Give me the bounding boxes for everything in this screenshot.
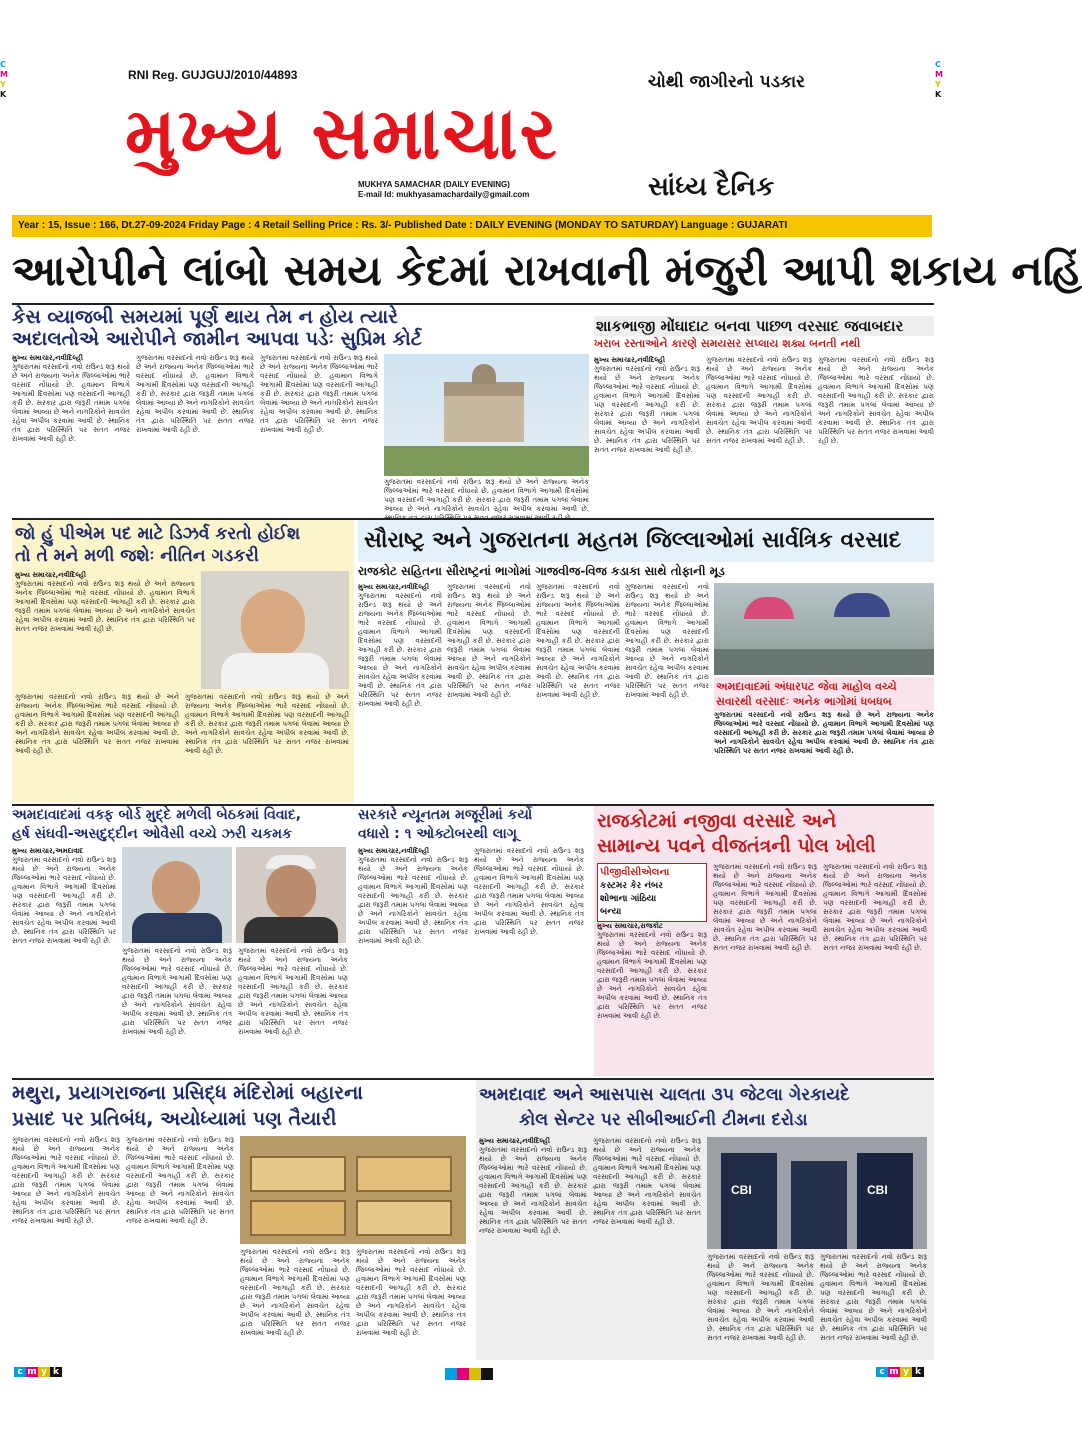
cmyk-bar-left bbox=[14, 1367, 62, 1377]
tray-shape bbox=[356, 1156, 452, 1192]
article-body: ગુજરાતમાં વરસાદનો નવો રાઉન્ડ શરૂ થયો છે અને રાજ્યના અનેક જિલ્લાઓમાં ભારે વરસાદ નોંધાયો છે. હવામાન વિભાગે આગામી દિવસોમાં પણ વરસાદની આગાહી કરી છે. સરકાર દ્વારા જરૂરી તમામ પગલાં લેવામાં આવ્યા છે અને નાગરિકોને સાવચેત રહેવા અપીલ કરવામાં આવી છે. સ્થાનિક તંત્ર દ્વારા પરિસ્થિતિ પર સતત નજર રાખવામાં આવી રહી છે. bbox=[597, 931, 707, 1020]
umbrella-shape bbox=[744, 597, 794, 619]
article-body: ગુજરાતમાં વરસાદનો નવો રાઉન્ડ શરૂ થયો છે અને રાજ્યના અનેક જિલ્લાઓમાં ભારે વરસાદ નોંધાયો છે. હવામાન વિભાગે આગામી દિવસોમાં પણ વરસાદની આગાહી કરી છે. સરકાર દ્વારા જરૂરી તમામ પગલાં લેવામાં આવ્યા છે અને નાગરિકોને સાવચેત રહેવા અપીલ કરવામાં આવી છે. સ્થાનિક તંત્ર દ્વારા પરિસ્થિતિ પર સતત નજર રાખવામાં આવી રહી છે. bbox=[820, 1253, 927, 1342]
color-calibration-bar bbox=[445, 1365, 493, 1384]
english-title: MUKHYA SAMACHAR (DAILY EVENING) bbox=[358, 180, 510, 189]
cmyk-k: k bbox=[912, 1367, 924, 1377]
article-body: ગુજરાતમાં વરસાદનો નવો રાઉન્ડ શરૂ થયો છે અને રાજ્યના અનેક જિલ્લાઓમાં ભારે વરસાદ નોંધાયો છે. હવામાન વિભાગે આગામી દિવસોમાં પણ વરસાદની આગાહી કરી છે. સરકાર દ્વારા જરૂરી તમામ પગલાં લેવામાં આવ્યા છે અને નાગરિકોને સાવચેત રહેવા અપીલ કરવામાં આવી છે. સ્થાનિક તંત્ર દ્વારા પરિસ્થિતિ પર સતત નજર રાખવામાં આવી રહી છે. bbox=[713, 863, 817, 952]
headline: પ્રસાદ પર પ્રતિબંધ, અયોધ્યામાં પણ તૈયારી bbox=[12, 1108, 337, 1130]
article-body: ગુજરાતમાં વરસાદનો નવો રાઉન્ડ શરૂ થયો છે અને રાજ્યના અનેક જિલ્લાઓમાં ભારે વરસાદ નોંધાયો છે. હવામાન વિભાગે આગામી દિવસોમાં પણ વરસાદની આગાહી કરી છે. સરકાર દ્વારા જરૂરી તમામ પગલાં લેવામાં આવ્યા છે અને નાગરિકોને સાવચેત રહેવા અપીલ કરવામાં આવી છે. સ્થાનિક તંત્ર દ્વારા પરિસ્થિતિ પર સતત નજર રાખવામાં આવી રહી છે. bbox=[15, 580, 195, 633]
supreme-court-photo bbox=[384, 354, 589, 476]
road-shape bbox=[714, 649, 934, 675]
issue-info-bar: Year : 15, Issue : 166, Dt.27-09-2024 Friday Page : 4 Retail Selling Price : Rs. 3/- Published Date : DAILY EVENING (MONDAY TO SATURDAY) Language : GUJARATI bbox=[12, 215, 932, 237]
cmyk-y: y bbox=[38, 1367, 50, 1377]
article-waqf[interactable] bbox=[12, 806, 354, 1076]
subheadline: રાજકોટ સહિતના સૌરાષ્ટ્રનાં ભાગોમાં ગાજવીજ-વિજ કડાકા સાથે તોફાની મૂડ bbox=[358, 564, 725, 578]
cbi-text: CBI bbox=[731, 1183, 752, 1197]
owaisi-photo bbox=[236, 847, 346, 943]
box-line: શોભાના ગાંઠિયા bbox=[600, 894, 657, 904]
gadkari-photo bbox=[201, 571, 349, 689]
article-supreme-court[interactable] bbox=[12, 306, 590, 516]
article-body: ગુજરાતમાં વરસાદનો નવો રાઉન્ડ શરૂ થયો છે અને રાજ્યના અનેક જિલ્લાઓમાં ભારે વરસાદ નોંધાયો છે. હવામાન વિભાગે આગામી દિવસોમાં પણ વરસાદની આગાહી કરી છે. સરકાર દ્વારા જરૂરી તમામ પગલાં લેવામાં આવ્યા છે અને નાગરિકોને સાવચેત રહેવા અપીલ કરવામાં આવી છે. સ્થાનિક તંત્ર દ્વારા પરિસ્થિતિ પર સતત નજર રાખવામાં આવી રહી છે. bbox=[185, 693, 349, 755]
tray-shape bbox=[250, 1156, 346, 1192]
umbrella-shape bbox=[834, 593, 890, 617]
cmyk-c: c bbox=[876, 1367, 888, 1377]
face-shape bbox=[241, 589, 305, 659]
face-shape bbox=[152, 861, 200, 915]
byline: મુખ્ય સમાચાર,નવીદિલ્હી bbox=[15, 571, 86, 579]
article-body: ગુજરાતમાં વરસાદનો નવો રાઉન્ડ શરૂ થયો છે અને રાજ્યના અનેક જિલ્લાઓમાં ભારે વરસાદ નોંધાયો છે. હવામાન વિભાગે આગામી દિવસોમાં પણ વરસાદની આગાહી કરી છે. સરકાર દ્વારા જરૂરી તમામ પગલાં લેવામાં આવ્યા છે અને નાગરિકોને સાવચેત રહેવા અપીલ કરવામાં આવી છે. સ્થાનિક તંત્ર દ્વારા પરિસ્થિતિ પર સતત નજર રાખવામાં આવી રહી છે. bbox=[260, 354, 378, 434]
cmyk-m: m bbox=[27, 1367, 37, 1377]
article-saurashtra-rain[interactable] bbox=[358, 520, 934, 802]
registration-marks-right: C M Y K bbox=[935, 60, 943, 99]
face-shape bbox=[266, 865, 316, 919]
article-body: ગુજરાતમાં વરસાદનો નવો રાઉન્ડ શરૂ થયો છે અને રાજ્યના અનેક જિલ્લાઓમાં ભારે વરસાદ નોંધાયો છે. હવામાન વિભાગે આગામી દિવસોમાં પણ વરસાદની આગાહી કરી છે. સરકાર દ્વારા જરૂરી તમામ પગલાં લેવામાં આવ્યા છે અને નાગરિકોને સાવચેત રહેવા અપીલ કરવામાં આવી છે. સ્થાનિક તંત્ર દ્વારા પરિસ્થિતિ પર સતત નજર રાખવામાં આવી રહી છે. bbox=[823, 863, 927, 952]
byline: મુખ્ય સમાચાર,અમદાવાદ bbox=[12, 847, 84, 855]
article-body: ગુજરાતમાં વરસાદનો નવો રાઉન્ડ શરૂ થયો છે અને રાજ્યના અનેક જિલ્લાઓમાં ભારે વરસાદ નોંધાયો છે. હવામાન વિભાગે આગામી દિવસોમાં પણ વરસાદની આગાહી કરી છે. સરકાર દ્વારા જરૂરી તમામ પગલાં લેવામાં આવ્યા છે અને નાગરિકોને સાવચેત રહેવા અપીલ કરવામાં આવી છે. સ્થાનિક તંત્ર દ્વારા પરિસ્થિતિ પર સતત નજર રાખવામાં આવી રહી છે. bbox=[714, 711, 934, 755]
evening-label: સાંધ્ય દૈનિક bbox=[648, 172, 775, 202]
headline: હર્ષ સંઘવી-અસદુદ્દીન ઓવૈસી વચ્ચે ઝરી ચકમક bbox=[12, 826, 292, 842]
headline: કેસ વ્યાજબી સમયમાં પૂર્ણ થાય તેમ ન હોય ત્યારે bbox=[12, 306, 398, 328]
dome-shape bbox=[472, 364, 496, 384]
officer-shape bbox=[721, 1153, 777, 1249]
prasad-sweets-photo bbox=[240, 1136, 466, 1244]
article-body: ગુજરાતમાં વરસાદનો નવો રાઉન્ડ શરૂ થયો છે અને રાજ્યના અનેક જિલ્લાઓમાં ભારે વરસાદ નોંધાયો છે. હવામાન વિભાગે આગામી દિવસોમાં પણ વરસાદની આગાહી કરી છે. સરકાર દ્વારા જરૂરી તમામ પગલાં લેવામાં આવ્યા છે અને નાગરિકોને સાવચેત રહેવા અપીલ કરવામાં આવી છે. સ્થાનિક તંત્ર દ્વારા પરિસ્થિતિ પર સતત નજર રાખવામાં આવી રહી છે. bbox=[536, 583, 620, 699]
headline: સામાન્ય પવને વીજતંત્રની પોલ ખોલી bbox=[597, 835, 876, 857]
tray-shape bbox=[250, 1200, 346, 1236]
pgvcl-box bbox=[597, 863, 707, 922]
article-body: ગુજરાતમાં વરસાદનો નવો રાઉન્ડ શરૂ થયો છે અને રાજ્યના અનેક જિલ્લાઓમાં ભારે વરસાદ નોંધાયો છે. હવામાન વિભાગે આગામી દિવસોમાં પણ વરસાદની આગાહી કરી છે. સરકાર દ્વારા જરૂરી તમામ પગલાં લેવામાં આવ્યા છે અને નાગરિકોને સાવચેત રહેવા અપીલ કરવામાં આવી છે. સ્થાનિક તંત્ર દ્વારા પરિસ્થિતિ પર સતત નજર રાખવામાં આવી રહી છે. bbox=[122, 947, 232, 1036]
cmyk-m: m bbox=[889, 1367, 899, 1377]
article-body: ગુજરાતમાં વરસાદનો નવો રાઉન્ડ શરૂ થયો છે અને રાજ્યના અનેક જિલ્લાઓમાં ભારે વરસાદ નોંધાયો છે. હવામાન વિભાગે આગામી દિવસોમાં પણ વરસાદની આગાહી કરી છે. સરકાર દ્વારા જરૂરી તમામ પગલાં લેવામાં આવ્યા છે અને નાગરિકોને સાવચેત રહેવા અપીલ કરવામાં આવી છે. સ્થાનિક તંત્ર દ્વારા પરિસ્થિતિ પર સતત નજર રાખવામાં આવી રહી છે. bbox=[12, 363, 130, 443]
registration-marks-left: C M Y K bbox=[0, 60, 8, 99]
article-body: ગુજરાતમાં વરસાદનો નવો રાઉન્ડ શરૂ થયો છે અને રાજ્યના અનેક જિલ્લાઓમાં ભારે વરસાદ નોંધાયો છે. હવામાન વિભાગે આગામી દિવસોમાં પણ વરસાદની આગાહી કરી છે. સરકાર દ્વારા જરૂરી તમામ પગલાં લેવામાં આવ્યા છે અને નાગરિકોને સાવચેત રહેવા અપીલ કરવામાં આવી છે. સ્થાનિક તંત્ર દ્વારા પરિસ્થિતિ પર સતત નજર રાખવામાં આવી રહી છે. bbox=[12, 1136, 120, 1225]
headline: વધારો : ૧ ઓક્ટોબરથી લાગૂ bbox=[358, 826, 517, 842]
headline: શાકભાજી મોંઘાદાટ બનવા પાછળ વરસાદ જવાબદાર bbox=[594, 316, 934, 336]
byline: મુખ્ય સમાચાર,નવીદિલ્હી bbox=[358, 847, 429, 855]
headline: કોલ સેન્ટર પર સીબીઆઈની ટીમના દરોડા bbox=[519, 1110, 808, 1130]
box-headline: અમદાવાદમાં અંધારપટ જેવા માહોલ વચ્ચે bbox=[716, 680, 897, 693]
cmyk-y: y bbox=[900, 1367, 912, 1377]
article-gadkari[interactable] bbox=[12, 520, 354, 802]
lawn-shape bbox=[384, 446, 589, 476]
article-body: ગુજરાતમાં વરસાદનો નવો રાઉન્ડ શરૂ થયો છે અને રાજ્યના અનેક જિલ્લાઓમાં ભારે વરસાદ નોંધાયો છે. હવામાન વિભાગે આગામી દિવસોમાં પણ વરસાદની આગાહી કરી છે. સરકાર દ્વારા જરૂરી તમામ પગલાં લેવામાં આવ્યા છે અને નાગરિકોને સાવચેત રહેવા અપીલ કરવામાં આવી છે. સ્થાનિક તંત્ર દ્વારા પરિસ્થિતિ પર સતત નજર રાખવામાં આવી રહી છે. bbox=[238, 947, 348, 1036]
byline: મુખ્ય સમાચાર,નવીદિલ્હી bbox=[358, 583, 429, 591]
box-headline: સવારથી વરસાદઃ અનેક ભાગોમાં ધબધબ bbox=[716, 695, 892, 708]
rain-photo bbox=[714, 583, 934, 675]
byline: મુખ્ય સમાચાર,નવીદિલ્હી bbox=[12, 354, 83, 362]
article-body: ગુજરાતમાં વરસાદનો નવો રાઉન્ડ શરૂ થયો છે અને રાજ્યના અનેક જિલ્લાઓમાં ભારે વરસાદ નોંધાયો છે. હવામાન વિભાગે આગામી દિવસોમાં પણ વરસાદની આગાહી કરી છે. સરકાર દ્વારા જરૂરી તમામ પગલાં લેવામાં આવ્યા છે અને નાગરિકોને સાવચેત રહેવા અપીલ કરવામાં આવી છે. સ્થાનિક તંત્ર દ્વારા પરિસ્થિતિ પર સતત નજર રાખવામાં આવી રહી છે. bbox=[474, 847, 584, 936]
cmyk-bar-right bbox=[876, 1367, 924, 1377]
masthead-title: મુખ્ય સમાચાર bbox=[125, 91, 559, 175]
article-body: ગુજરાતમાં વરસાદનો નવો રાઉન્ડ શરૂ થયો છે અને રાજ્યના અનેક જિલ્લાઓમાં ભારે વરસાદ નોંધાયો છે. હવામાન વિભાગે આગામી દિવસોમાં પણ વરસાદની આગાહી કરી છે. સરકાર દ્વારા જરૂરી તમામ પગલાં લેવામાં આવ્યા છે અને નાગરિકોને સાવચેત રહેવા અપીલ કરવામાં આવી છે. સ્થાનિક તંત્ર દ્વારા પરિસ્થિતિ પર સતત નજર રાખવામાં આવી રહી છે. bbox=[818, 356, 934, 445]
registration-number: RNI Reg. GUJGUJ/2010/44893 bbox=[128, 68, 298, 82]
cmyk-c: c bbox=[14, 1367, 26, 1377]
article-body: ગુજરાતમાં વરસાદનો નવો રાઉન્ડ શરૂ થયો છે અને રાજ્યના અનેક જિલ્લાઓમાં ભારે વરસાદ નોંધાયો છે. હવામાન વિભાગે આગામી દિવસોમાં પણ વરસાદની આગાહી કરી છે. સરકાર દ્વારા જરૂરી તમામ પગલાં લેવામાં આવ્યા છે અને નાગરિકોને સાવચેત રહેવા અપીલ કરવામાં આવી છે. સ્થાનિક તંત્ર દ્વારા પરિસ્થિતિ પર સતત નજર રાખવામાં આવી રહી છે. bbox=[447, 583, 531, 699]
shirt-shape bbox=[221, 653, 329, 689]
headline: તો તે મને મળી જશેઃ નીતિન ગડકરી bbox=[15, 546, 259, 566]
headline: અમદાવાદ અને આસપાસ ચાલતા ૩૫ જેટલા ગેરકાયદે bbox=[479, 1085, 850, 1105]
article-body: ગુજરાતમાં વરસાદનો નવો રાઉન્ડ શરૂ થયો છે અને રાજ્યના અનેક જિલ્લાઓમાં ભારે વરસાદ નોંધાયો છે. હવામાન વિભાગે આગામી દિવસોમાં પણ વરસાદની આગાહી કરી છે. સરકાર દ્વારા જરૂરી તમામ પગલાં લેવામાં આવ્યા છે અને નાગરિકોને સાવચેત રહેવા અપીલ કરવામાં આવી છે. સ્થાનિક તંત્ર દ્વારા પરિસ્થિતિ પર સતત નજર રાખવામાં આવી રહી છે. bbox=[479, 1146, 587, 1235]
article-cbi[interactable] bbox=[476, 1080, 934, 1360]
article-body: ગુજરાતમાં વરસાદનો નવો રાઉન્ડ શરૂ થયો છે અને રાજ્યના અનેક જિલ્લાઓમાં ભારે વરસાદ નોંધાયો છે. હવામાન વિભાગે આગામી દિવસોમાં પણ વરસાદની આગાહી કરી છે. સરકાર દ્વારા જરૂરી તમામ પગલાં લેવામાં આવ્યા છે અને નાગરિકોને સાવચેત રહેવા અપીલ કરવામાં આવી છે. સ્થાનિક તંત્ર દ્વારા પરિસ્થિતિ પર સતત નજર રાખવામાં આવી રહી છે. bbox=[706, 356, 812, 445]
article-body: ગુજરાતમાં વરસાદનો નવો રાઉન્ડ શરૂ થયો છે અને રાજ્યના અનેક જિલ્લાઓમાં ભારે વરસાદ નોંધાયો છે. હવામાન વિભાગે આગામી દિવસોમાં પણ વરસાદની આગાહી કરી છે. સરકાર દ્વારા જરૂરી તમામ પગલાં લેવામાં આવ્યા છે અને નાગરિકોને સાવચેત રહેવા અપીલ કરવામાં આવી છે. સ્થાનિક તંત્ર દ્વારા પરિસ્થિતિ પર સતત નજર રાખવામાં આવી રહી છે. bbox=[358, 856, 468, 945]
headline: અમદાવાદમાં વક્ફ બોર્ડ મુદ્દે મળેલી બેઠકમાં વિવાદ, bbox=[12, 807, 302, 823]
article-body: ગુજરાતમાં વરસાદનો નવો રાઉન્ડ શરૂ થયો છે અને રાજ્યના અનેક જિલ્લાઓમાં ભારે વરસાદ નોંધાયો છે. હવામાન વિભાગે આગામી દિવસોમાં પણ વરસાદની આગાહી કરી છે. સરકાર દ્વારા જરૂરી તમામ પગલાં લેવામાં આવ્યા છે અને નાગરિકોને સાવચેત રહેવા અપીલ કરવામાં આવી છે. સ્થાનિક તંત્ર દ્વારા પરિસ્થિતિ પર સતત નજર રાખવામાં આવી રહી છે. bbox=[594, 365, 700, 454]
article-body: ગુજરાતમાં વરસાદનો નવો રાઉન્ડ શરૂ થયો છે અને રાજ્યના અનેક જિલ્લાઓમાં ભારે વરસાદ નોંધાયો છે. હવામાન વિભાગે આગામી દિવસોમાં પણ વરસાદની આગાહી કરી છે. સરકાર દ્વારા જરૂરી તમામ પગલાં લેવામાં આવ્યા છે અને નાગરિકોને સાવચેત રહેવા અપીલ કરવામાં આવી છે. સ્થાનિક તંત્ર દ્વારા પરિસ્થિતિ પર સતત નજર રાખવામાં આવી રહી છે. bbox=[12, 856, 116, 945]
article-mathura[interactable] bbox=[12, 1080, 470, 1360]
article-minimum-wage[interactable] bbox=[358, 806, 590, 1076]
article-rajkot[interactable] bbox=[594, 806, 934, 1076]
cbi-officers-photo bbox=[707, 1137, 927, 1249]
headline: રાજકોટમાં નજીવા વરસાદે અને bbox=[597, 810, 837, 832]
headline: જો હું પીએમ પદ માટે ડિઝર્વ કરતો હોઈશ bbox=[15, 524, 301, 544]
article-body: ગુજરાતમાં વરસાદનો નવો રાઉન્ડ શરૂ થયો છે અને રાજ્યના અનેક જિલ્લાઓમાં ભારે વરસાદ નોંધાયો છે. હવામાન વિભાગે આગામી દિવસોમાં પણ વરસાદની આગાહી કરી છે. સરકાર દ્વારા જરૂરી તમામ પગલાં લેવામાં આવ્યા છે અને નાગરિકોને સાવચેત રહેવા અપીલ કરવામાં આવી છે. સ્થાનિક તંત્ર દ્વારા પરિસ્થિતિ પર સતત નજર રાખવામાં આવી રહી છે. bbox=[707, 1253, 814, 1342]
article-body: ગુજરાતમાં વરસાદનો નવો રાઉન્ડ શરૂ થયો છે અને રાજ્યના અનેક જિલ્લાઓમાં ભારે વરસાદ નોંધાયો છે. હવામાન વિભાગે આગામી દિવસોમાં પણ વરસાદની આગાહી કરી છે. સરકાર દ્વારા જરૂરી તમામ પગલાં લેવામાં આવ્યા છે અને નાગરિકોને સાવચેત રહેવા અપીલ કરવામાં આવી છે. સ્થાનિક તંત્ર દ્વારા પરિસ્થિતિ પર સતત નજર રાખવામાં આવી રહી છે. bbox=[625, 583, 709, 699]
byline: મુખ્ય સમાચાર,નવીદિલ્હી bbox=[479, 1137, 550, 1145]
headline: મથુરા, પ્રયાગરાજના પ્રસિદ્ધ મંદિરોમાં બહારના bbox=[12, 1082, 363, 1104]
headline: સૌરાષ્ટ્ર અને ગુજરાતના મહતમ જિલ્લાઓમાં સાર્વત્રિક વરસાદ bbox=[358, 520, 934, 562]
lead-headline: આરોપીને લાંબો સમય કેદમાં રાખવાની મંજુરી આપી શકાય નહિં bbox=[12, 246, 1082, 295]
headline: અદાલતોએ આરોપીને જામીન આપવા પડેઃ સુપ્રિમ કોર્ટ bbox=[12, 328, 422, 350]
harsh-sanghavi-photo bbox=[122, 847, 232, 943]
box-line: બન્યા bbox=[600, 907, 622, 917]
article-body: ગુજરાતમાં વરસાદનો નવો રાઉન્ડ શરૂ થયો છે અને રાજ્યના અનેક જિલ્લાઓમાં ભારે વરસાદ નોંધાયો છે. હવામાન વિભાગે આગામી દિવસોમાં પણ વરસાદની આગાહી કરી છે. સરકાર દ્વારા જરૂરી તમામ પગલાં લેવામાં આવ્યા છે અને નાગરિકોને સાવચેત રહેવા અપીલ કરવામાં આવી છે. bbox=[384, 478, 589, 513]
email-address: E-mail Id: mukhyasamachardaily@gmail.com bbox=[358, 190, 530, 199]
tray-shape bbox=[356, 1200, 452, 1236]
byline: મુખ્ય સમાચાર,નવીદિલ્હી bbox=[594, 356, 665, 364]
article-body: ગુજરાતમાં વરસાદનો નવો રાઉન્ડ શરૂ થયો છે અને રાજ્યના અનેક જિલ્લાઓમાં ભારે વરસાદ નોંધાયો છે. હવામાન વિભાગે આગામી દિવસોમાં પણ વરસાદની આગાહી કરી છે. સરકાર દ્વારા જરૂરી તમામ પગલાં લેવામાં આવ્યા છે અને નાગરિકોને સાવચેત રહેવા અપીલ કરવામાં આવી છે. સ્થાનિક તંત્ર દ્વારા પરિસ્થિતિ પર સતત નજર રાખવામાં આવી રહી છે. bbox=[136, 354, 254, 434]
building-shape bbox=[444, 382, 524, 442]
divider bbox=[12, 303, 934, 305]
shirt-shape bbox=[244, 917, 338, 943]
cbi-text: CBI bbox=[867, 1183, 888, 1197]
tagline: ચોથી જાગીરનો પડકાર bbox=[648, 72, 805, 92]
article-body: ગુજરાતમાં વરસાદનો નવો રાઉન્ડ શરૂ થયો છે અને રાજ્યના અનેક જિલ્લાઓમાં ભારે વરસાદ નોંધાયો છે. હવામાન વિભાગે આગામી દિવસોમાં પણ વરસાદની આગાહી કરી છે. સરકાર દ્વારા જરૂરી તમામ પગલાં લેવામાં આવ્યા છે અને નાગરિકોને સાવચેત રહેવા અપીલ કરવામાં આવી છે. સ્થાનિક તંત્ર દ્વારા પરિસ્થિતિ પર સતત નજર રાખવામાં આવી રહી છે. bbox=[356, 1248, 466, 1337]
article-body: ગુજરાતમાં વરસાદનો નવો રાઉન્ડ શરૂ થયો છે અને રાજ્યના અનેક જિલ્લાઓમાં ભારે વરસાદ નોંધાયો છે. હવામાન વિભાગે આગામી દિવસોમાં પણ વરસાદની આગાહી કરી છે. સરકાર દ્વારા જરૂરી તમામ પગલાં લેવામાં આવ્યા છે અને નાગરિકોને સાવચેત રહેવા અપીલ કરવામાં આવી છે. સ્થાનિક તંત્ર દ્વારા પરિસ્થિતિ પર સતત નજર રાખવામાં આવી રહી છે. bbox=[240, 1248, 350, 1337]
box-line: કસ્ટમર કેર નંબર bbox=[600, 881, 663, 891]
box-line: પીજીવીસીએલના bbox=[600, 867, 670, 878]
article-vegetable[interactable] bbox=[594, 316, 934, 516]
subheadline: ખરાબ રસ્તાઓને કારણે સમયસર સપ્લાય શક્ય બનતી નથી bbox=[594, 337, 861, 350]
officer-shape bbox=[791, 1161, 847, 1249]
officer-shape bbox=[857, 1153, 913, 1249]
masthead-subtitle bbox=[358, 180, 529, 200]
article-body: ગુજરાતમાં વરસાદનો નવો રાઉન્ડ શરૂ થયો છે અને રાજ્યના અનેક જિલ્લાઓમાં ભારે વરસાદ નોંધાયો છે. હવામાન વિભાગે આગામી દિવસોમાં પણ વરસાદની આગાહી કરી છે. સરકાર દ્વારા જરૂરી તમામ પગલાં લેવામાં આવ્યા છે અને નાગરિકોને સાવચેત રહેવા અપીલ કરવામાં આવી છે. સ્થાનિક તંત્ર દ્વારા પરિસ્થિતિ પર સતત નજર રાખવામાં આવી રહી છે. bbox=[358, 592, 442, 708]
shirt-shape bbox=[132, 913, 222, 943]
article-body: ગુજરાતમાં વરસાદનો નવો રાઉન્ડ શરૂ થયો છે અને રાજ્યના અનેક જિલ્લાઓમાં ભારે વરસાદ નોંધાયો છે. હવામાન વિભાગે આગામી દિવસોમાં પણ વરસાદની આગાહી કરી છે. સરકાર દ્વારા જરૂરી તમામ પગલાં લેવામાં આવ્યા છે અને નાગરિકોને સાવચેત રહેવા અપીલ કરવામાં આવી છે. સ્થાનિક તંત્ર દ્વારા પરિસ્થિતિ પર સતત નજર રાખવામાં આવી રહી છે. bbox=[126, 1136, 234, 1225]
byline: મુખ્ય સમાચાર,રાજકોટ bbox=[597, 922, 664, 930]
article-body: ગુજરાતમાં વરસાદનો નવો રાઉન્ડ શરૂ થયો છે અને રાજ્યના અનેક જિલ્લાઓમાં ભારે વરસાદ નોંધાયો છે. હવામાન વિભાગે આગામી દિવસોમાં પણ વરસાદની આગાહી કરી છે. સરકાર દ્વારા જરૂરી તમામ પગલાં લેવામાં આવ્યા છે અને નાગરિકોને સાવચેત રહેવા અપીલ કરવામાં આવી છે. સ્થાનિક તંત્ર દ્વારા પરિસ્થિતિ પર સતત નજર રાખવામાં આવી રહી છે. bbox=[593, 1137, 701, 1226]
cmyk-k: k bbox=[50, 1367, 62, 1377]
article-body: ગુજરાતમાં વરસાદનો નવો રાઉન્ડ શરૂ થયો છે અને રાજ્યના અનેક જિલ્લાઓમાં ભારે વરસાદ નોંધાયો છે. હવામાન વિભાગે આગામી દિવસોમાં પણ વરસાદની આગાહી કરી છે. સરકાર દ્વારા જરૂરી તમામ પગલાં લેવામાં આવ્યા છે અને નાગરિકોને સાવચેત રહેવા અપીલ કરવામાં આવી છે. સ્થાનિક તંત્ર દ્વારા પરિસ્થિતિ પર સતત નજર રાખવામાં આવી રહી છે. bbox=[15, 693, 179, 755]
headline: સરકારે ન્યૂનતમ મજૂરીમાં કર્યો bbox=[358, 807, 533, 823]
